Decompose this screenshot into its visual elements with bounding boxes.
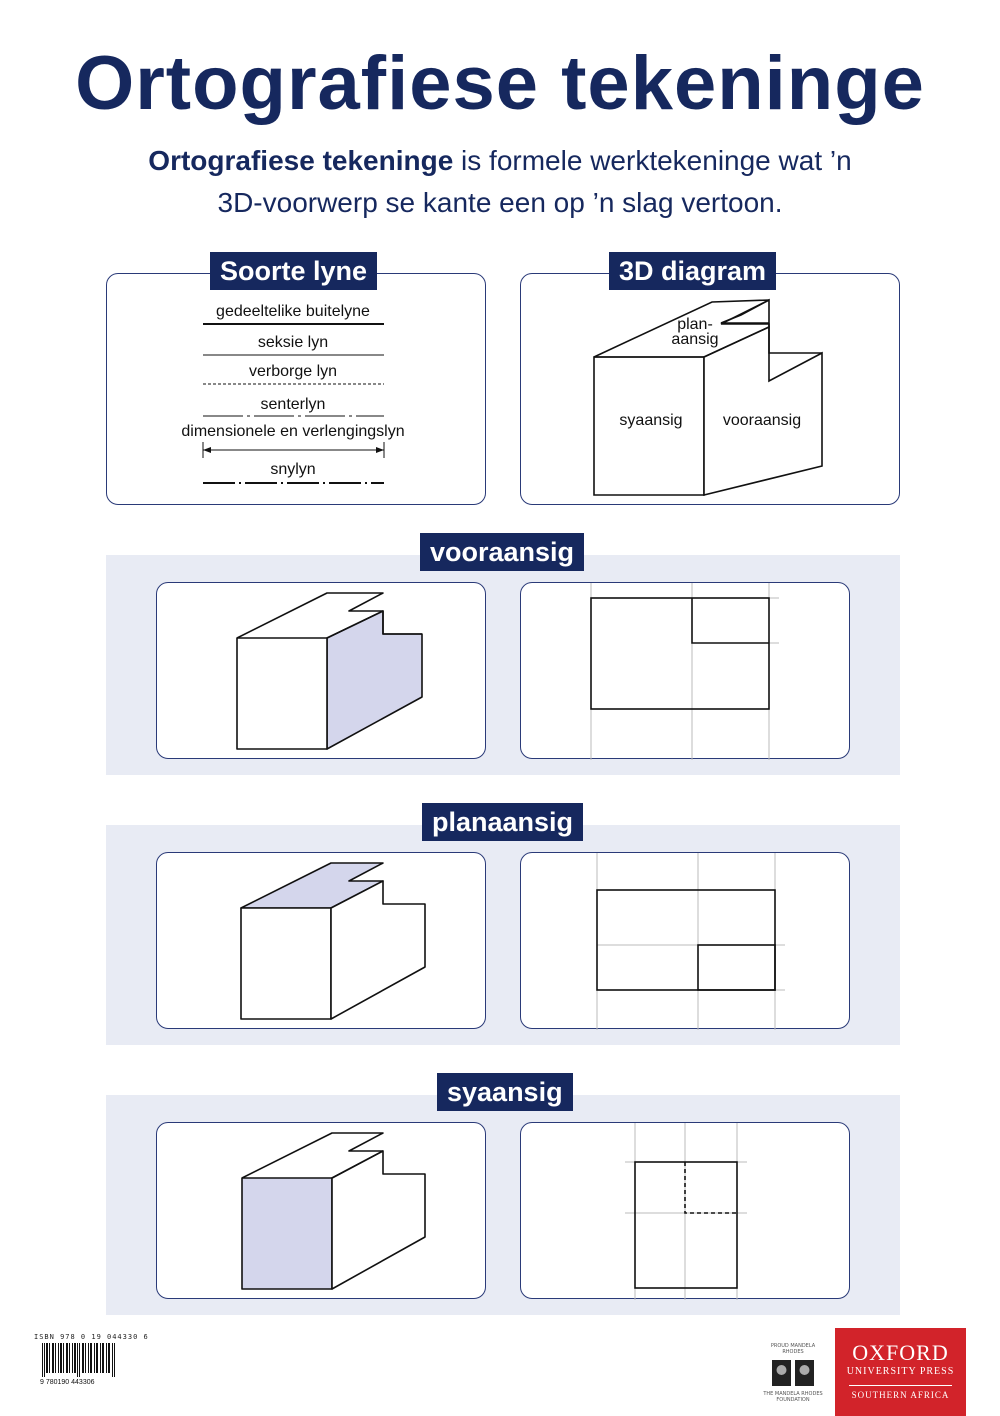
portrait-icon	[770, 1358, 816, 1388]
block-left-face	[241, 908, 331, 1019]
line-types-panel	[106, 273, 486, 505]
plan-label-2: aansig	[671, 331, 719, 348]
side-view-hidden-notch	[685, 1162, 737, 1213]
diagram-3d-svg	[521, 274, 901, 506]
line-type-label: senterlyn	[260, 396, 326, 413]
diagram-3d-panel	[520, 273, 900, 505]
subtitle-rest: is formele werktekeninge wat ’n	[453, 145, 852, 176]
side-3d-panel	[156, 1122, 486, 1299]
side-3d-svg	[157, 1123, 487, 1300]
side-ortho-svg	[521, 1123, 851, 1300]
front-3d-svg	[157, 583, 487, 760]
plan-3d-panel	[156, 852, 486, 1029]
page-title: Ortografiese tekeninge	[75, 41, 925, 126]
publisher-line1: OXFORD	[852, 1340, 949, 1365]
line-type-label: snylyn	[270, 461, 316, 478]
line-type-label: gedeeltelike buitelyne	[216, 303, 370, 320]
plan-ortho-svg	[521, 853, 851, 1030]
front-ortho-svg	[521, 583, 851, 760]
side-face-highlight	[242, 1178, 332, 1289]
subtitle-line2: 3D-voorwerp se kante een op ’n slag vertoon.	[217, 187, 783, 218]
plan-3d-svg	[157, 853, 487, 1030]
section-heading-side: syaansig	[437, 1073, 573, 1111]
line-type-label: verborge lyn	[248, 363, 338, 380]
publisher-line2: UNIVERSITY PRESS	[846, 1366, 955, 1377]
mandela-rhodes-logo	[760, 1343, 826, 1403]
plan-view-outline	[597, 890, 775, 990]
publisher-line3: SOUTHERN AFRICA	[849, 1385, 952, 1400]
front-3d-panel	[156, 582, 486, 759]
plan-ortho-panel	[520, 852, 850, 1029]
block-left-face	[237, 638, 327, 749]
front-view-notch	[692, 598, 769, 643]
side-ortho-panel	[520, 1122, 850, 1299]
barcode-digits: 9 780190 443306	[40, 1379, 95, 1385]
barcode	[40, 1343, 118, 1385]
isbn-text: ISBN 978 0 19 044330 6	[34, 1333, 149, 1341]
block-top-outline	[237, 593, 422, 638]
front-view-label: vooraansig	[722, 412, 802, 429]
plan-view-notch	[698, 945, 775, 990]
line-types-heading: Soorte lyne	[210, 252, 377, 290]
oxford-logo	[835, 1328, 966, 1416]
side-view-label: syaansig	[619, 412, 683, 429]
side-view-outline	[635, 1162, 737, 1288]
partner-top-text: PROUD MANDELA RHODES	[770, 1343, 816, 1355]
partner-bottom-text: THE MANDELA RHODES FOUNDATION	[763, 1391, 823, 1403]
front-view-outline	[591, 598, 769, 709]
section-heading-front: vooraansig	[420, 533, 584, 571]
line-type-label: seksie lyn	[257, 334, 329, 351]
front-ortho-panel	[520, 582, 850, 759]
subtitle	[100, 140, 900, 224]
dimension-arrow-left	[203, 447, 211, 453]
line-type-label: dimensionele en verlengingslyn	[181, 423, 405, 440]
block-front-face	[332, 1151, 425, 1289]
diagram-3d-heading: 3D diagram	[609, 252, 776, 290]
block-side-face	[331, 881, 425, 1019]
section-heading-plan: planaansig	[422, 803, 583, 841]
dimension-arrow-right	[376, 447, 384, 453]
plan-label-1: plan-	[677, 316, 713, 333]
subtitle-bold: Ortografiese tekeninge	[148, 145, 454, 176]
